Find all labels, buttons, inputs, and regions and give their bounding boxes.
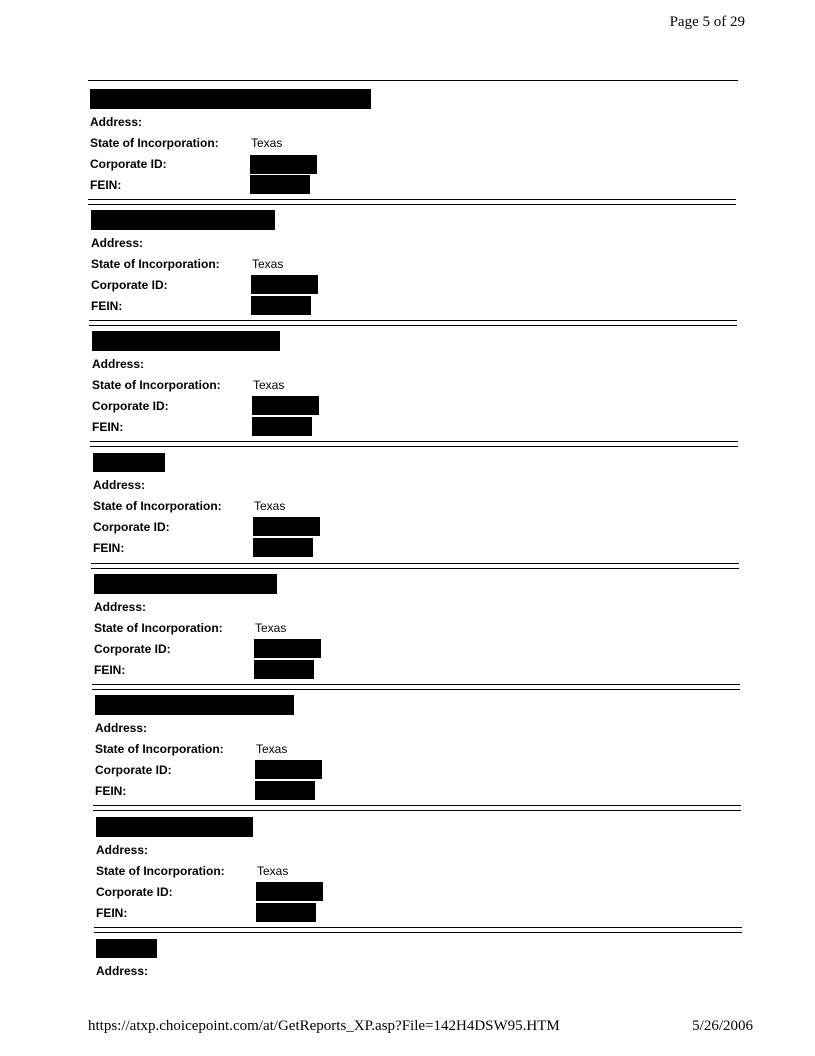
record-7 (96, 817, 744, 938)
corporate-id-label: Corporate ID: (95, 763, 172, 777)
fein-label: FEIN: (91, 299, 123, 313)
address-label: Address: (90, 115, 143, 129)
state-value: Texas (251, 136, 283, 150)
fein-label: FEIN: (94, 663, 126, 677)
fein-label: FEIN: (90, 178, 122, 192)
redacted-fein (256, 903, 316, 922)
address-label: Address: (91, 236, 144, 250)
fein-label: FEIN: (96, 906, 128, 920)
record-2 (91, 210, 739, 331)
state-value: Texas (252, 257, 284, 271)
record-8 (96, 939, 744, 979)
corporate-id-label: Corporate ID: (96, 885, 173, 899)
record-4 (93, 453, 741, 574)
redacted-fein (254, 660, 314, 679)
redacted-company-name (93, 453, 165, 472)
record-1 (90, 89, 738, 210)
fein-label: FEIN: (93, 541, 125, 555)
record-3 (92, 331, 740, 452)
redacted-company-name (90, 89, 371, 109)
record-separator (91, 563, 739, 569)
redacted-corporate-id (252, 396, 319, 415)
record-separator (88, 199, 736, 205)
redacted-company-name (91, 210, 275, 230)
redacted-fein (251, 296, 311, 315)
redacted-corporate-id (256, 882, 323, 901)
address-label: Address: (94, 600, 147, 614)
state-label: State of Incorporation: (92, 378, 221, 392)
state-value: Texas (253, 378, 285, 392)
state-value: Texas (255, 621, 287, 635)
record-separator (94, 927, 742, 933)
state-label: State of Incorporation: (96, 864, 225, 878)
address-label: Address: (92, 357, 145, 371)
state-label: State of Incorporation: (95, 742, 224, 756)
footer-date: 5/26/2006 (692, 1018, 753, 1034)
state-label: State of Incorporation: (91, 257, 220, 271)
redacted-fein (250, 175, 310, 194)
redacted-corporate-id (250, 155, 317, 174)
state-label: State of Incorporation: (93, 499, 222, 513)
redacted-company-name (94, 574, 277, 594)
state-value: Texas (254, 499, 286, 513)
footer-url: https://atxp.choicepoint.com/at/GetReports_XP.asp?File=142H4DSW95.HTM (88, 1018, 560, 1034)
redacted-fein (253, 538, 313, 557)
address-label: Address: (96, 843, 149, 857)
fein-label: FEIN: (92, 420, 124, 434)
record-5 (94, 574, 742, 695)
redacted-company-name (96, 939, 157, 958)
corporate-id-label: Corporate ID: (94, 642, 171, 656)
fein-label: FEIN: (95, 784, 127, 798)
record-separator (90, 441, 738, 447)
redacted-company-name (95, 695, 294, 715)
address-label: Address: (93, 478, 146, 492)
record-separator (89, 320, 737, 326)
redacted-corporate-id (251, 275, 318, 294)
redacted-company-name (92, 331, 280, 351)
address-label: Address: (95, 721, 148, 735)
record-6 (95, 695, 743, 816)
state-label: State of Incorporation: (94, 621, 223, 635)
state-label: State of Incorporation: (90, 136, 219, 150)
corporate-id-label: Corporate ID: (91, 278, 168, 292)
page-number: Page 5 of 29 (669, 14, 745, 30)
redacted-company-name (96, 817, 253, 837)
record-separator (92, 684, 740, 690)
redacted-fein (255, 781, 315, 800)
state-value: Texas (257, 864, 289, 878)
redacted-fein (252, 417, 312, 436)
redacted-corporate-id (254, 639, 321, 658)
corporate-id-label: Corporate ID: (92, 399, 169, 413)
corporate-id-label: Corporate ID: (90, 157, 167, 171)
record-separator (93, 805, 741, 811)
redacted-corporate-id (253, 517, 320, 536)
address-label: Address: (96, 964, 149, 978)
state-value: Texas (256, 742, 288, 756)
corporate-id-label: Corporate ID: (93, 520, 170, 534)
redacted-corporate-id (255, 760, 322, 779)
